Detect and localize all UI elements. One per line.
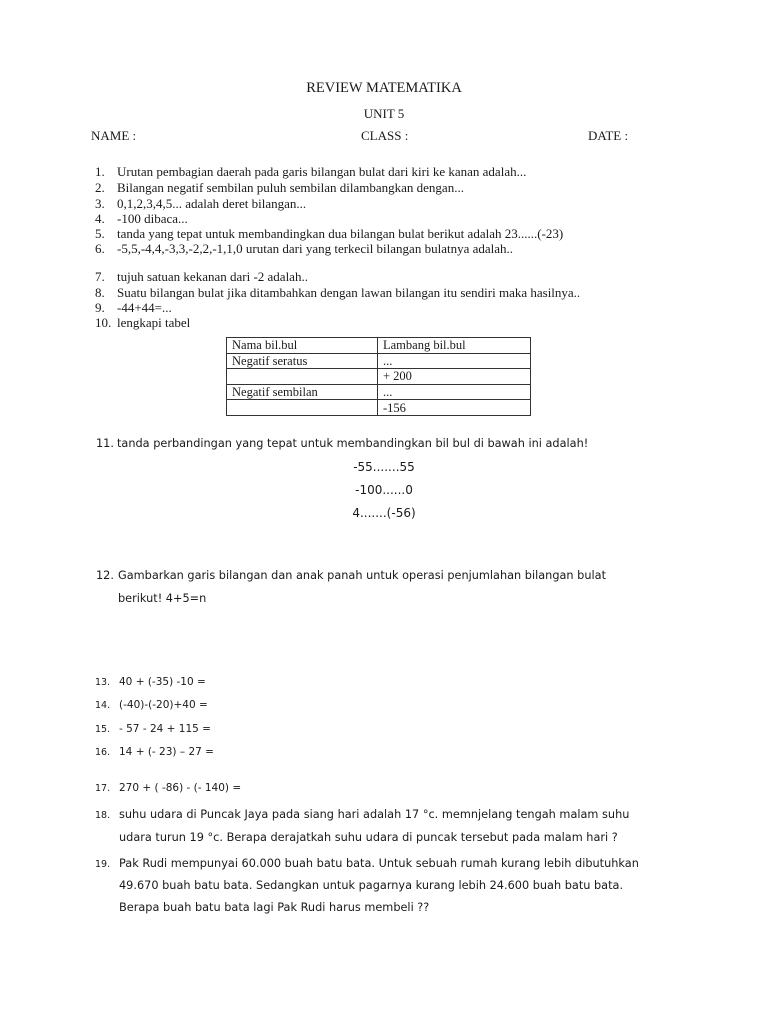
question-item: 8. Suatu bilangan bulat jika ditambahkan dengan lawan bilangan itu sendiri maka hasilnya.. xyxy=(95,285,581,300)
integer-table xyxy=(226,337,531,416)
question-item: 14. (-40)-(-20)+40 = xyxy=(95,699,208,711)
question-continuation: 49.670 buah batu bata. Sedangkan untuk pagarnya kurang lebih 24.600 buah batu bata. xyxy=(119,879,624,892)
table-cell: -156 xyxy=(378,400,531,416)
question-item: 6. -5,5,-4,4,-3,3,-2,2,-1,1,0 urutan dari yang terkecil bilangan bulatnya adalah.. xyxy=(95,241,514,256)
table-cell: ... xyxy=(378,384,531,400)
question-item: 2. Bilangan negatif sembilan puluh sembilan dilambangkan dengan... xyxy=(95,180,464,195)
table-header-cell: Nama bil.bul xyxy=(227,338,378,354)
question-item: 19. Pak Rudi mempunyai 60.000 buah batu bata. Untuk sebuah rumah kurang lebih dibutuhkan xyxy=(95,857,639,870)
unit-label: UNIT 5 xyxy=(363,106,405,121)
table-row xyxy=(227,369,531,385)
question-item: 17. 270 + ( -86) - (- 140) = xyxy=(95,782,242,794)
question-item: 7. tujuh satuan kekanan dari -2 adalah.. xyxy=(95,269,308,284)
question-item: 13. 40 + (-35) -10 = xyxy=(95,676,206,688)
question-item: 3. 0,1,2,3,4,5... adalah deret bilangan... xyxy=(95,196,307,211)
date-label: DATE : xyxy=(588,128,629,143)
table-row xyxy=(227,384,531,400)
table-header-row xyxy=(227,338,531,354)
table-cell: Negatif seratus xyxy=(227,353,378,369)
question-item: 15. - 57 - 24 + 115 = xyxy=(95,723,211,735)
table-cell: + 200 xyxy=(378,369,531,385)
class-label: CLASS : xyxy=(361,128,409,143)
table-row xyxy=(227,353,531,369)
page-title: REVIEW MATEMATIKA xyxy=(306,80,462,96)
question-item: 9. -44+44=... xyxy=(95,300,172,315)
table-cell xyxy=(227,400,378,416)
table-cell: ... xyxy=(378,353,531,369)
comparison-item: 4.......(-56) xyxy=(352,506,416,520)
question-continuation: Berapa buah batu bata lagi Pak Rudi harus membeli ?? xyxy=(119,901,430,914)
question-continuation: udara turun 19 °c. Berapa derajatkah suhu udara di puncak tersebut pada malam hari ? xyxy=(119,831,618,844)
question-item: 16. 14 + (- 23) – 27 = xyxy=(95,746,214,758)
table-cell: Negatif sembilan xyxy=(227,384,378,400)
question-continuation: berikut! 4+5=n xyxy=(118,592,207,605)
question-item: 1. Urutan pembagian daerah pada garis bilangan bulat dari kiri ke kanan adalah... xyxy=(95,164,527,179)
table-header-cell: Lambang bil.bul xyxy=(378,338,531,354)
question-item: 5. tanda yang tepat untuk membandingkan dua bilangan bulat berikut adalah 23......(-23) xyxy=(95,226,564,241)
table-cell xyxy=(227,369,378,385)
question-item: 4. -100 dibaca... xyxy=(95,211,188,226)
name-label: NAME : xyxy=(91,128,137,143)
comparison-item: -100......0 xyxy=(355,483,413,497)
question-item: 12. Gambarkan garis bilangan dan anak panah untuk operasi penjumlahan bilangan bulat xyxy=(96,569,607,582)
comparison-item: -55.......55 xyxy=(353,460,415,474)
question-item: 18. suhu udara di Puncak Jaya pada siang hari adalah 17 °c. memnjelang tengah malam suhu xyxy=(95,808,630,821)
table-row xyxy=(227,400,531,416)
question-item: 10. lengkapi tabel xyxy=(95,315,191,330)
question-item: 11. tanda perbandingan yang tepat untuk membandingkan bil bul di bawah ini adalah! xyxy=(96,437,589,450)
